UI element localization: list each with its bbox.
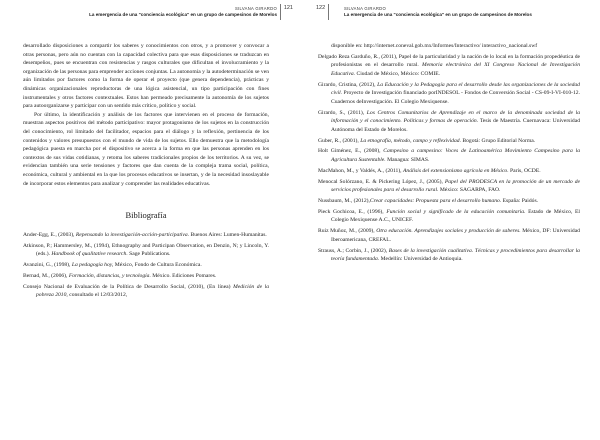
reference-text: MacMahon, M., y Valdés, A., (2011),: [318, 167, 403, 174]
reference-text: Girardo, Cristina, (2012),: [318, 81, 378, 88]
reference-entry: [318, 53, 580, 79]
reference-title: Crear capacidades: Propuesta para el desarrollo humano.: [369, 198, 502, 204]
left-page: [23, 0, 293, 440]
reference-title: Medición de la pobreza 2010,: [36, 283, 269, 299]
reference-entry: [318, 208, 580, 225]
reference-title: Handbook of qualitative research.: [51, 251, 128, 258]
reference-text: Proyecto de Investigación financiado porINDESOL - Fondos de Conversión Social - CS-09-I-VI-010-12. Cuadernos deInvestigación. El Colegio Mexiquense.: [331, 90, 580, 105]
reference-text: Holt Giménez, E., (2008),: [318, 148, 384, 155]
reference-title: La pedagogía hoy,: [71, 262, 114, 269]
reference-title: Campesino a campesino: Voces de Latinoamérica Movimiento Campesino para la Agricultura Sustentable.: [331, 148, 580, 164]
header-author: SILVANA GIRARDO: [234, 6, 277, 11]
reference-entry: [318, 109, 580, 135]
bibliography-heading: Bibliografía: [125, 210, 167, 221]
right-page: [316, 0, 586, 440]
reference-text: Strauss, A.; Corbin, J., (2002),: [318, 247, 389, 254]
reference-text: Managua: SIMAS.: [385, 157, 430, 164]
reference-entry: [23, 261, 269, 270]
running-header: [89, 6, 277, 17]
reference-text: Tesis de Maestría. Cuernavaca: Universidad Autónoma del Estado de Morelos.: [331, 118, 580, 133]
reference-text: Nussbaum, M., (2012),: [318, 198, 370, 204]
reference-title: La Educación y la Pedagogía para el desarrollo desde las organizaciones de la sociedad civil.: [331, 81, 580, 97]
reference-text: Medellín: Universidad de Antioquia.: [379, 256, 463, 263]
reference-entry: [318, 197, 580, 206]
reference-text: España: Paidós.: [501, 198, 539, 204]
reference-text: Menocal Solórzano, E. & Pickering López, J., (2005),: [318, 178, 445, 185]
reference-text: México, Fondo de Cultura Económica.: [113, 262, 202, 269]
reference-text: Ander-Egg, E., (2003),: [23, 232, 76, 239]
reference-entry: [318, 247, 580, 264]
reference-title: Memoria electrónica del XI Congreso Nacional de Investigación Educativa.: [331, 62, 580, 77]
reference-entry: [318, 178, 580, 195]
reference-text: Ruiz Muñoz, M., (2009),: [318, 228, 377, 235]
reference-text: Bogotá: Grupo Editorial Norma.: [460, 137, 536, 144]
reference-text: México. Ediciones Pomares.: [150, 273, 217, 280]
reference-title: La etnografía, método, campo y reflexividad.: [360, 137, 461, 144]
reference-text: Ciudad de México, México: COMIE.: [355, 70, 441, 77]
reference-entry: [23, 272, 269, 281]
page-number: 122: [316, 5, 326, 11]
reference-title: Otra educación. Aprendizajes sociales y producción de saberes.: [376, 228, 521, 235]
paragraph: Por último, la identificación y análisis de los factores que intervienen en el proceso de formación, muestran aspectos positivos del método participativo: mayor protagonismo de los sujetos en la construcción del conocimiento, rol limitado del facilitador, espacios para el diálogo y la reflexión, pertinencia de los contenidos y valores presupuestos con el mundo de vida de los sujetos. Ello demuestra que la metodología pedagógica puesta en marcha por el dispositivo se acerca a la forma en que las personas aprenden en los contextos de sus vidas cotidianas, y retoma los saberes tradicionales propios de los territorios. A su vez, se evidencian también una serie tensiones y factores que dan cuenta de la compleja trama social, política, económica, cultural y ambiental en la que los procesos educativos se insertan, y de la necesidad insoslayable de incorporar estos elementos para analizar y comprender las realidades educativas.: [23, 111, 269, 187]
reference-text: Pieck Gochicoa, E., (1996),: [318, 208, 387, 215]
reference-text: Estado de México, El Colegio Mexiquense A.C., UNICEF.: [331, 208, 580, 224]
reference-list: [318, 53, 580, 264]
reference-entry: [318, 81, 580, 107]
reference-entry: [318, 227, 580, 244]
reference-text: Avanzini, G., (1998),: [23, 262, 72, 269]
header-author: SILVANA GIRARDO: [344, 6, 387, 11]
reference-text: México: SAGARPA, FAO.: [438, 187, 501, 194]
reference-text: París, OCDE.: [508, 167, 541, 174]
reference-title: Repensando la investigación-acción-participativa.: [75, 232, 190, 239]
reference-title: Bases de la investigación cualitativa. Técnicas y procedimientos para desarrollar la teoría fundamentada.: [331, 247, 580, 263]
reference-entry: [318, 167, 580, 176]
reference-entry: [318, 137, 580, 146]
reference-text: Delgado Reza Garduño, R., (2011), Papel de la particularidad y la nación de lo local en la formación propedéutica de profesionistas en el desarrollo rural.: [318, 53, 580, 69]
reference-text: Bernad, M., (2006),: [23, 273, 69, 280]
reference-text: Guber, R., (2001),: [318, 137, 361, 144]
running-header: [344, 6, 532, 17]
reference-entry: [318, 147, 580, 164]
header-divider: [280, 4, 281, 20]
reference-text: consultado el 12/03/2012,: [67, 292, 128, 299]
reference-title: Análisis del extensionismo agrícola en México.: [402, 167, 509, 174]
reference-title: Papel del PRODESCA en la promoción de un mercado de servicios profesionales para el desarrollo rural.: [331, 178, 580, 194]
header-divider: [328, 4, 329, 20]
page-number: 121: [283, 5, 293, 11]
page-body: [318, 42, 580, 266]
reference-title: Los Centros Comunitarios de Aprendizaje en el marco de la denominada sociedad de la información y el conocimiento. Políticas y formas de operación.: [331, 109, 580, 125]
reference-text: Buenos Aires: Lumen-Humanitas.: [189, 232, 267, 239]
reference-text: Girardo, S., (2011),: [318, 109, 367, 116]
reference-entry: [23, 242, 269, 259]
reference-text: Sage Publications.: [127, 251, 171, 258]
reference-list: [23, 231, 269, 300]
header-title: La emergencia de una "conciencia ecológica" en un grupo de campesinos de Morelos: [344, 12, 532, 17]
page-body: [23, 42, 269, 302]
paragraph: desarrollado disposiciones a compartir los saberes y conocimientos con otros, y a promover y convocar a otras personas, pero aún no cuentan con la capacidad colectiva para que esas disposiciones se traduzcan en desempeños, pues se encuentran con resistencias y rasgos culturales que dificultan el involucramiento y la organización de las personas para emprender acciones conjuntas. La autonomía y la autodeterminación se ven aún limitados por factores como la forma de operar el proyecto (que genera dependencia), prácticas y dinámicas organizacionales reproductoras de una lógica asistencial, un tipo participación con fines instrumentales y otros factores contextuales. Estos han permeado precisamente la autonomía de los sujetos para autoorganizarse y participar con un sentido más crítico, político y social.: [23, 43, 269, 110]
reference-text: Atkinson, P.; Hammersley, M., (1994), Ethnography and Participan Observation, en Denzin, N; y Lincoln, Y. (eds.).: [23, 242, 269, 258]
reference-text: México, DF: Universidad Iberoamericana, CREFAL.: [331, 228, 580, 243]
reference-title: Función social y significado de la educación comunitaria.: [386, 208, 526, 215]
reference-continuation: disponible en: http://internet.coneval.gob.mx/Informes/Interactivo/ interactivo_nacional.swf: [331, 43, 538, 49]
reference-title: Formación, distancias, y tecnología.: [68, 273, 151, 280]
reference-entry: [23, 231, 269, 240]
reference-text: Consejo Nacional de Evaluación de la Política de Desarrollo Social, (2010), (En línea): [23, 283, 234, 290]
header-title: La emergencia de una "conciencia ecológica" en un grupo de campesinos de Morelos: [89, 12, 277, 17]
reference-entry: [23, 283, 269, 300]
